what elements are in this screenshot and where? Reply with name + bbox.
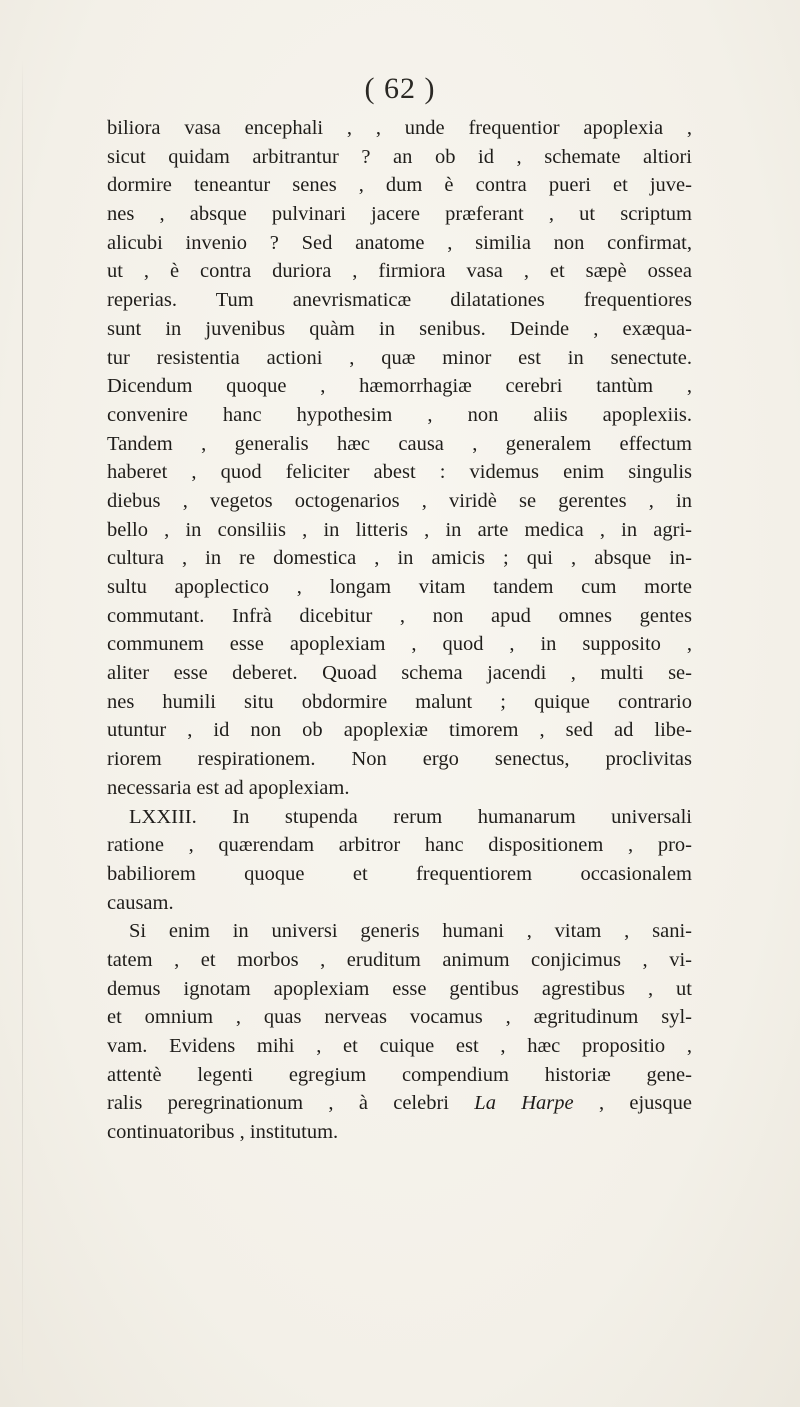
text-line (107, 372, 692, 401)
text-line-content: Dicendum quoque , hæmorrhagiæ cerebri tantùm , (107, 375, 692, 398)
text-line-content: vam. Evidens mihi , et cuique est , hæc propositio , (107, 1035, 692, 1057)
text-line-content: riorem respirationem. Non ergo senectus, proclivitas (107, 748, 692, 771)
text-line (107, 975, 692, 1004)
text-line (107, 1118, 692, 1147)
text-line (107, 401, 692, 430)
text-line (107, 1003, 692, 1032)
text-line (107, 573, 692, 602)
text-line-content: alicubi invenio ? Sed anatome , similia non confirmat, (107, 231, 692, 254)
text-line (107, 602, 692, 631)
text-line-content: tur resistentia actioni , quæ minor est in senectute. (107, 346, 692, 369)
body-text (107, 114, 692, 1147)
text-line (107, 630, 692, 659)
text-line (107, 831, 692, 860)
text-line-content: continuatoribus , institutum. (107, 1121, 339, 1144)
text-line-content: et omnium , quas nerveas vocamus , ægritudinum syl- (107, 1006, 692, 1029)
text-line (107, 889, 692, 918)
text-line-content: nes humili situ obdormire malunt ; quique contrario (107, 690, 692, 713)
text-line-content: sultu apoplectico , longam vitam tandem cum morte (107, 576, 692, 598)
text-line (107, 688, 692, 717)
text-line-content: babiliorem quoque et frequentiorem occasionalem (107, 862, 692, 885)
text-line (107, 344, 692, 373)
text-line-content: sunt in juvenibus quàm in senibus. Deinde , exæqua- (107, 317, 692, 340)
text-line-content: convenire hanc hypothesim , non aliis apoplexiis. (107, 403, 692, 426)
text-line (107, 860, 692, 889)
text-line (107, 803, 692, 832)
text-line-content: reperias. Tum anevrismaticæ dilatationes frequentiores (107, 289, 692, 312)
text-line-content: nes , absque pulvinari jacere præferant , ut scriptum (107, 203, 692, 226)
text-line (107, 1032, 692, 1061)
text-line-tail: , ejusque (598, 1092, 693, 1115)
text-line (107, 917, 692, 946)
text-line (107, 544, 692, 573)
text-line-content: dormire teneantur senes , dum è contra pueri et juve- (107, 174, 692, 197)
text-line-content: LXXIII. In stupenda rerum humanarum universali (129, 805, 692, 828)
text-line (107, 946, 692, 975)
text-line-content: aliter esse deberet. Quoad schema jacendi , multi se- (107, 662, 692, 685)
text-line (107, 171, 692, 200)
text-line-content: cultura , in re domestica , in amicis ; qui , absque in- (107, 547, 692, 570)
text-line (107, 200, 692, 229)
text-line (107, 143, 692, 172)
text-line (107, 229, 692, 258)
text-line-content: ralis peregrinationum , à celebri (107, 1092, 449, 1115)
text-line-content: Si enim in universi generis humani , vitam , sani- (129, 920, 692, 943)
text-line (107, 745, 692, 774)
text-line (107, 257, 692, 286)
text-line-content: biliora vasa encephali , , unde frequentior apoplexia , (107, 117, 692, 139)
text-line-content: bello , in consiliis , in litteris , in arte medica , in agri- (107, 518, 692, 541)
text-line (107, 458, 692, 487)
text-line-content: demus ignotam apoplexiam esse gentibus agrestibus , ut (107, 977, 692, 1000)
page-gutter-shadow (22, 60, 23, 1380)
text-line (107, 1089, 692, 1118)
text-line (107, 516, 692, 545)
text-line-content: haberet , quod feliciter abest : videmus enim singulis (107, 461, 692, 484)
text-line-content: ut , è contra duriora , firmiora vasa , et sæpè ossea (107, 260, 692, 283)
text-line-content: sicut quidam arbitrantur ? an ob id , schemate altiori (107, 145, 692, 168)
text-line (107, 315, 692, 344)
page-number: ( 62 ) (364, 72, 436, 105)
text-line (107, 774, 692, 803)
text-line-content: diebus , vegetos octogenarios , viridè se gerentes , in (107, 489, 692, 512)
italic-name: La Harpe (474, 1092, 574, 1115)
text-line (107, 716, 692, 745)
text-line-content: communem esse apoplexiam , quod , in supposito , (107, 633, 692, 656)
text-line-content: tatem , et morbos , eruditum animum conjicimus , vi- (107, 948, 692, 971)
text-line (107, 286, 692, 315)
text-line (107, 430, 692, 459)
text-line (107, 1061, 692, 1090)
text-line-content: causam. (107, 891, 174, 914)
text-line (107, 487, 692, 516)
text-line-content: ratione , quærendam arbitror hanc dispositionem , pro- (107, 834, 692, 857)
text-line-content: Tandem , generalis hæc causa , generalem effectum (107, 432, 692, 455)
text-line-content: attentè legenti egregium compendium historiæ gene- (107, 1063, 692, 1086)
text-line-content: commutant. Infrà dicebitur , non apud omnes gentes (107, 604, 692, 627)
text-line (107, 659, 692, 688)
text-line-content: necessaria est ad apoplexiam. (107, 776, 350, 799)
text-line-content: utuntur , id non ob apoplexiæ timorem , sed ad libe- (107, 719, 692, 742)
text-line (107, 114, 692, 143)
